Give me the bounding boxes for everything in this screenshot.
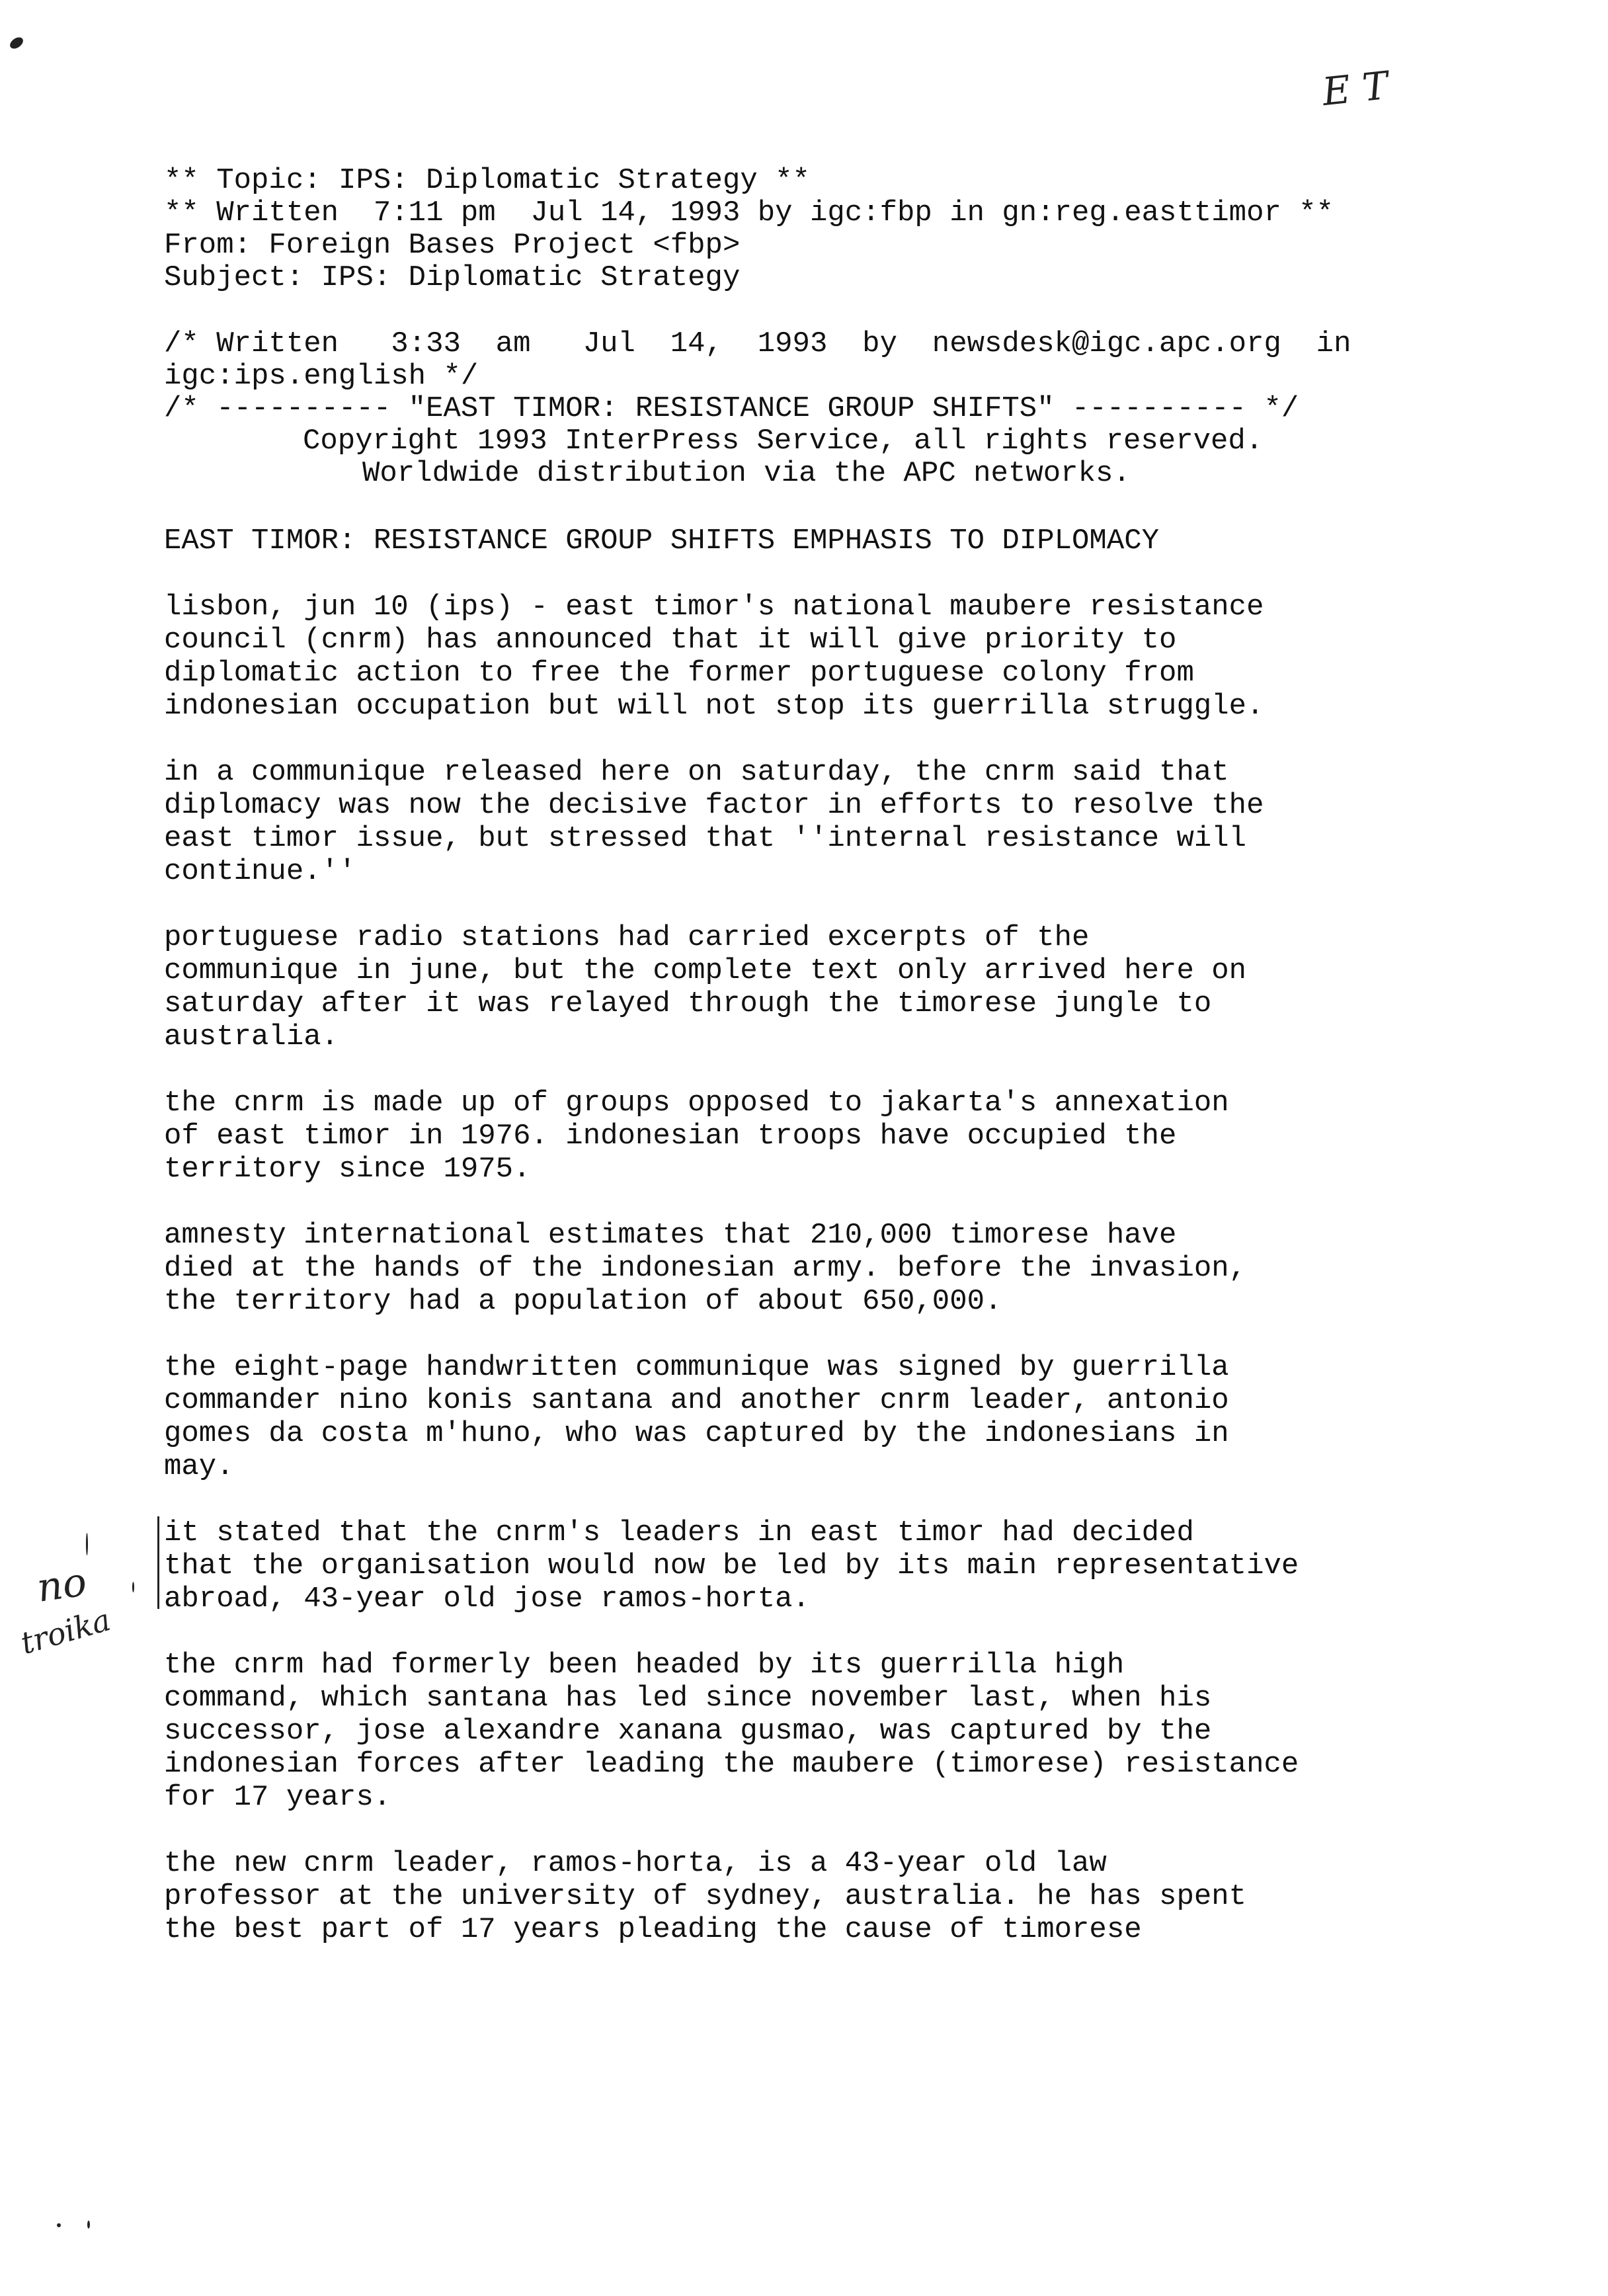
paragraph-line: commander nino konis santana and another cnrm leader, antonio — [164, 1384, 1229, 1417]
paragraph-line: of east timor in 1976. indonesian troops have occupied the — [164, 1120, 1177, 1153]
paragraph-line: saturday after it was relayed through the timorese jungle to — [164, 987, 1212, 1020]
source-title-line: /* ---------- "EAST TIMOR: RESISTANCE GROUP SHIFTS" ---------- */ — [164, 392, 1299, 425]
scan-speck — [57, 2223, 61, 2227]
paragraph-line: territory since 1975. — [164, 1153, 531, 1186]
header-written: ** Written 7:11 pm Jul 14, 1993 by igc:fbp in gn:reg.easttimor ** — [164, 196, 1334, 229]
corner-annotation: E T — [1320, 62, 1390, 115]
source-conference: igc:ips.english */ — [164, 360, 479, 393]
header-topic: ** Topic: IPS: Diplomatic Strategy ** — [164, 164, 810, 197]
paragraph-line: the cnrm is made up of groups opposed to jakarta's annexation — [164, 1086, 1229, 1120]
paragraph-line: indonesian forces after leading the maubere (timorese) resistance — [164, 1748, 1299, 1781]
paragraph-line: the territory had a population of about 650,000. — [164, 1285, 1002, 1318]
paragraph-line: abroad, 43-year old jose ramos-horta. — [164, 1582, 810, 1616]
margin-bracket — [157, 1516, 159, 1609]
margin-note-line2: troika — [17, 1602, 114, 1661]
paragraph-line: it stated that the cnrm's leaders in east timor had decided — [164, 1516, 1194, 1549]
paragraph-line: australia. — [164, 1020, 339, 1053]
paragraph-line: the new cnrm leader, ramos-horta, is a 43-year old law — [164, 1847, 1107, 1880]
paragraph-line: in a communique released here on saturday, the cnrm said that — [164, 756, 1229, 789]
paragraph-line: diplomacy was now the decisive factor in efforts to resolve the — [164, 789, 1264, 822]
paragraph-line: diplomatic action to free the former portuguese colony from — [164, 657, 1194, 690]
paragraph-line: east timor issue, but stressed that ''internal resistance will — [164, 822, 1247, 855]
paragraph-line: the eight-page handwritten communique was signed by guerrilla — [164, 1351, 1229, 1384]
paragraph-line: indonesian occupation but will not stop its guerrilla struggle. — [164, 690, 1264, 723]
headline: EAST TIMOR: RESISTANCE GROUP SHIFTS EMPHASIS TO DIPLOMACY — [164, 524, 1160, 557]
paragraph-line: that the organisation would now be led by its main representative — [164, 1549, 1299, 1582]
paragraph-line: portuguese radio stations had carried excerpts of the — [164, 921, 1090, 954]
scan-speck — [8, 35, 25, 51]
paragraph-line: communique in june, but the complete text only arrived here on — [164, 954, 1247, 987]
paragraph-line: lisbon, jun 10 (ips) - east timor's national maubere resistance — [164, 591, 1264, 624]
paragraph-line: amnesty international estimates that 210,000 timorese have — [164, 1219, 1177, 1252]
paragraph-line: died at the hands of the indonesian army. before the invasion, — [164, 1252, 1247, 1285]
paragraph-line: for 17 years. — [164, 1781, 391, 1814]
paragraph-line: the best part of 17 years pleading the cause of timorese — [164, 1913, 1142, 1946]
paragraph-line: council (cnrm) has announced that it will give priority to — [164, 624, 1177, 657]
paragraph-line: successor, jose alexandre xanana gusmao, was captured by the — [164, 1715, 1212, 1748]
header-from: From: Foreign Bases Project <fbp> — [164, 229, 741, 262]
paragraph-line: the cnrm had formerly been headed by its guerrilla high — [164, 1649, 1125, 1682]
source-copyright: Copyright 1993 InterPress Service, all rights reserved. — [303, 425, 1264, 458]
paragraph-line: professor at the university of sydney, australia. he has spent — [164, 1880, 1247, 1913]
source-distribution: Worldwide distribution via the APC networks. — [362, 457, 1131, 490]
paragraph-line: continue.'' — [164, 855, 356, 888]
paragraph-line: gomes da costa m'huno, who was captured by the indonesians in — [164, 1417, 1229, 1450]
source-written-line: /* Written 3:33 am Jul 14, 1993 by newsdesk@igc.apc.org in — [164, 327, 1351, 360]
scan-speck — [87, 2221, 90, 2229]
paragraph-line: command, which santana has led since november last, when his — [164, 1682, 1212, 1715]
header-subject: Subject: IPS: Diplomatic Strategy — [164, 261, 741, 294]
margin-tick — [86, 1533, 88, 1555]
paragraph-line: may. — [164, 1450, 234, 1483]
margin-tick — [132, 1582, 134, 1592]
margin-note-line1: no — [34, 1559, 90, 1612]
